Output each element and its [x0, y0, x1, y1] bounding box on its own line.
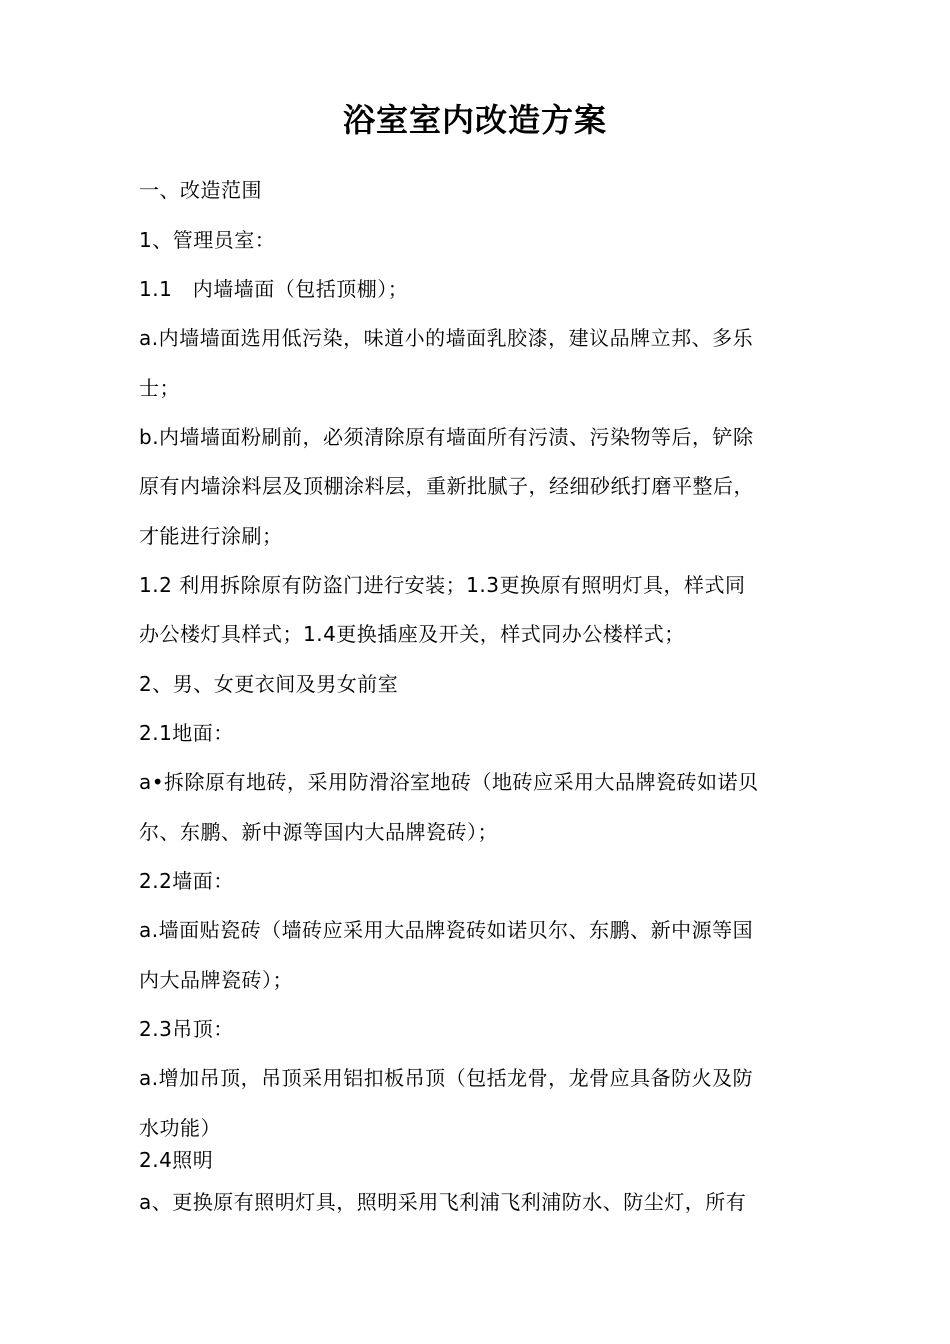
- paragraph-line: a.墙面贴瓷砖（墙砖应采用大品牌瓷砖如诺贝尔、东鹏、新中源等国: [139, 918, 754, 942]
- item-heading: 2.1地面：: [139, 721, 234, 745]
- paragraph-line: 内大品牌瓷砖）；: [139, 968, 293, 992]
- paragraph-line: 尔、东鹏、新中源等国内大品牌瓷砖）；: [139, 820, 498, 844]
- item-heading: 1.1 内墙墙面（包括顶棚）；: [139, 277, 409, 301]
- subsection-heading: 1、管理员室：: [139, 228, 276, 252]
- paragraph-line: 才能进行涂刷；: [139, 524, 283, 548]
- paragraph-line: a•拆除原有地砖，采用防滑浴室地砖（地砖应采用大品牌瓷砖如诺贝: [139, 770, 759, 794]
- paragraph-line: b.内墙墙面粉刷前，必须清除原有墙面所有污渍、污染物等后，铲除: [139, 425, 754, 449]
- subsection-heading: 2、男、女更衣间及男女前室: [139, 672, 399, 696]
- section-heading: 一、改造范围: [139, 178, 262, 202]
- paragraph-line: a.内墙墙面选用低污染，味道小的墙面乳胶漆，建议品牌立邦、多乐: [139, 326, 754, 350]
- paragraph-line: 1.2 利用拆除原有防盗门进行安装；1.3更换原有照明灯具，样式同: [139, 573, 746, 597]
- item-heading: 2.3吊顶：: [139, 1017, 234, 1041]
- paragraph-line: 原有内墙涂料层及顶棚涂料层，重新批腻子，经细砂纸打磨平整后，: [139, 474, 754, 498]
- item-heading: 2.4照明: [139, 1148, 214, 1172]
- paragraph-line: 水功能）: [139, 1116, 221, 1140]
- item-heading: 2.2墙面：: [139, 869, 234, 893]
- paragraph-line: a、更换原有照明灯具，照明采用飞利浦飞利浦防水、防尘灯，所有: [139, 1190, 747, 1214]
- paragraph-line: 办公楼灯具样式；1.4更换插座及开关，样式同办公楼样式；: [139, 622, 685, 646]
- paragraph-line: 士；: [139, 376, 180, 400]
- paragraph-line: a.增加吊顶，吊顶采用铝扣板吊顶（包括龙骨，龙骨应具备防火及防: [139, 1066, 754, 1090]
- document-title: 浴室室内改造方案: [342, 101, 607, 139]
